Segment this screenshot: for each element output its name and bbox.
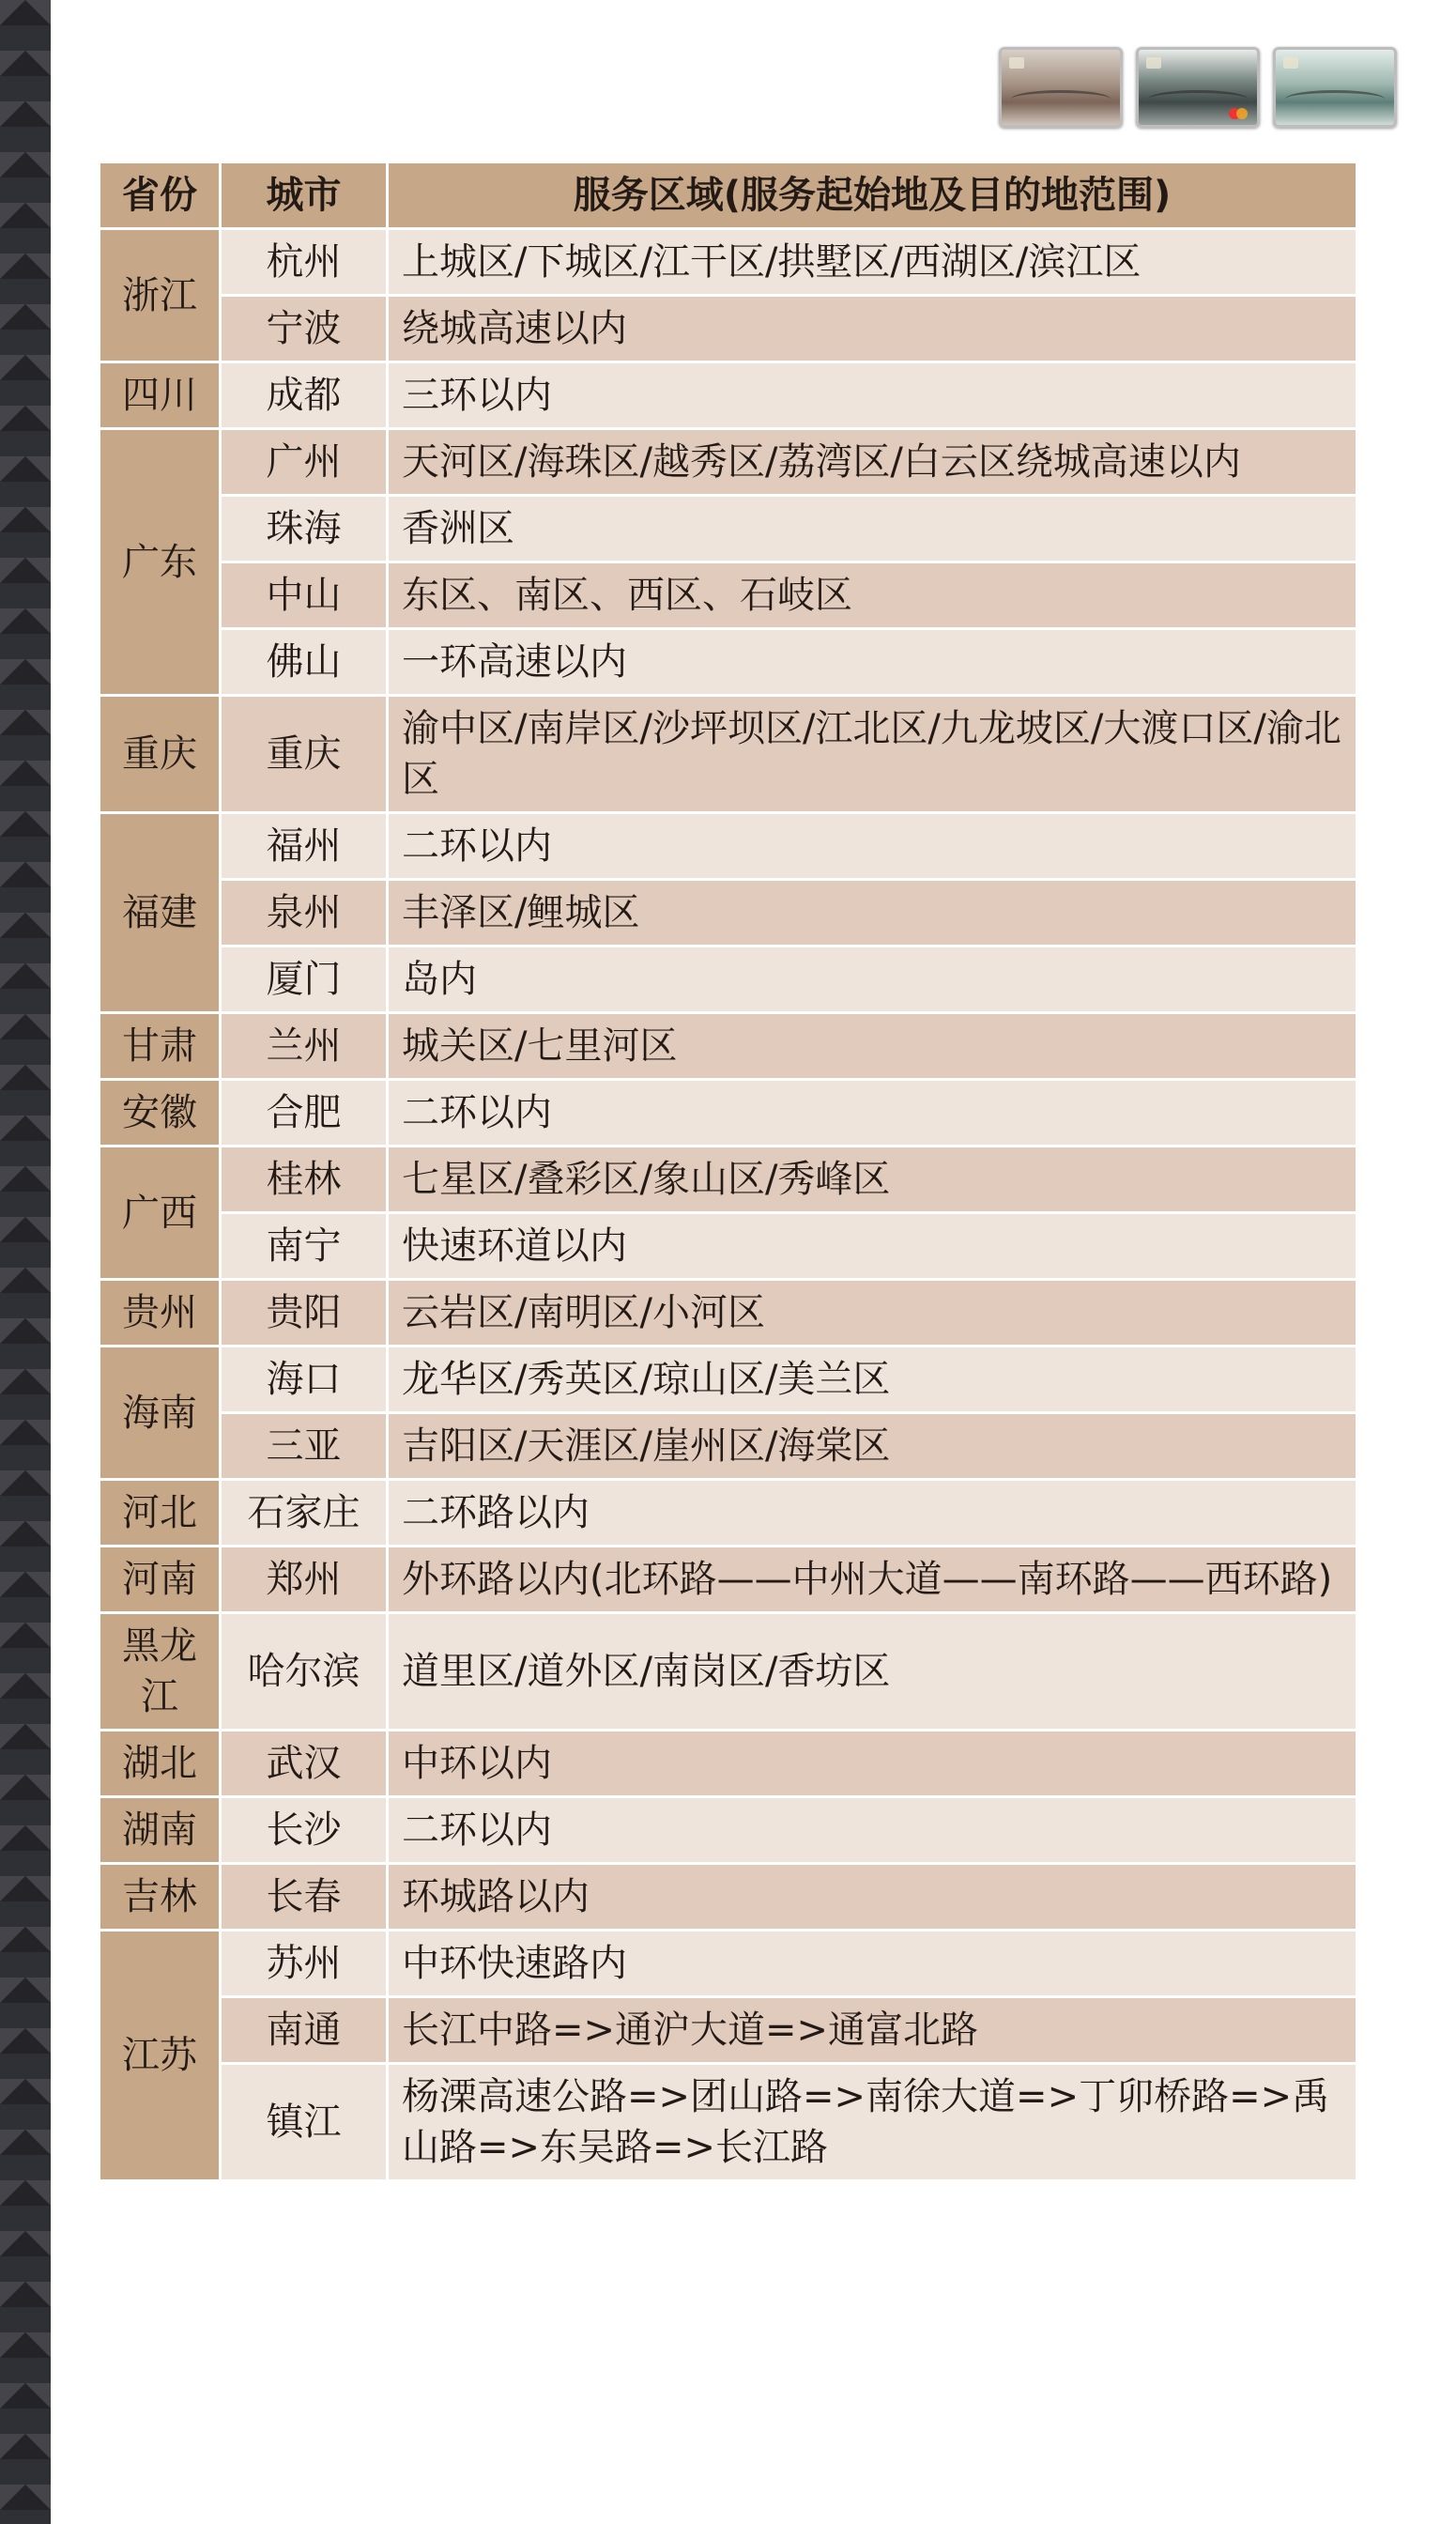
service-area-cell: 天河区/海珠区/越秀区/荔湾区/白云区绕城高速以内 (388, 429, 1357, 496)
table-row (100, 1480, 1357, 1547)
service-area-cell: 三环以内 (388, 362, 1357, 429)
city-cell: 广州 (221, 429, 388, 496)
table-row (100, 1413, 1357, 1480)
province-cell: 湖南 (100, 1797, 221, 1864)
province-cell: 贵州 (100, 1280, 221, 1347)
table-row (100, 1547, 1357, 1613)
province-cell: 江苏 (100, 1931, 221, 2181)
province-cell: 海南 (100, 1347, 221, 1480)
city-cell: 镇江 (221, 2064, 388, 2181)
table-row (100, 362, 1357, 429)
city-cell: 南宁 (221, 1213, 388, 1280)
city-cell: 桂林 (221, 1147, 388, 1213)
province-cell: 河北 (100, 1480, 221, 1547)
table-row (100, 1797, 1357, 1864)
bridge-illustration-icon (1148, 90, 1248, 108)
table-row (100, 229, 1357, 296)
city-cell: 长春 (221, 1864, 388, 1931)
service-area-cell: 吉阳区/天涯区/崖州区/海棠区 (388, 1413, 1357, 1480)
table-row (100, 629, 1357, 696)
table-row (100, 1731, 1357, 1797)
service-area-cell: 快速环道以内 (388, 1213, 1357, 1280)
table-row (100, 1347, 1357, 1413)
service-area-cell: 道里区/道外区/南岗区/香坊区 (388, 1613, 1357, 1731)
city-cell: 武汉 (221, 1731, 388, 1797)
city-cell: 泉州 (221, 880, 388, 946)
city-cell: 厦门 (221, 946, 388, 1013)
table-row (100, 696, 1357, 813)
service-area-cell: 外环路以内(北环路——中州大道——南环路——西环路) (388, 1547, 1357, 1613)
table-row (100, 1997, 1357, 2064)
city-cell: 杭州 (221, 229, 388, 296)
table-row (100, 880, 1357, 946)
card-chip-icon (1146, 57, 1161, 69)
province-cell: 广西 (100, 1147, 221, 1280)
city-cell: 珠海 (221, 496, 388, 562)
table-row (100, 2064, 1357, 2181)
header-province: 省份 (100, 162, 221, 229)
header-city: 城市 (221, 162, 388, 229)
province-cell: 吉林 (100, 1864, 221, 1931)
table-row (100, 1931, 1357, 1997)
city-cell: 三亚 (221, 1413, 388, 1480)
city-cell: 哈尔滨 (221, 1613, 388, 1731)
service-area-cell: 香洲区 (388, 496, 1357, 562)
city-cell: 宁波 (221, 296, 388, 362)
city-cell: 石家庄 (221, 1480, 388, 1547)
service-area-table (98, 161, 1358, 2182)
city-cell: 合肥 (221, 1080, 388, 1147)
service-area-cell: 龙华区/秀英区/琼山区/美兰区 (388, 1347, 1357, 1413)
province-cell: 浙江 (100, 229, 221, 362)
card-chip-icon (1009, 57, 1024, 69)
table-row (100, 1213, 1357, 1280)
credit-card-thumbnail-3 (1273, 47, 1397, 128)
city-cell: 兰州 (221, 1013, 388, 1080)
province-cell: 重庆 (100, 696, 221, 813)
card-network-logo-icon (1236, 108, 1248, 119)
service-area-cell: 长江中路=>通沪大道=>通富北路 (388, 1997, 1357, 2064)
city-cell: 长沙 (221, 1797, 388, 1864)
table-row (100, 496, 1357, 562)
table-row (100, 1280, 1357, 1347)
province-cell: 广东 (100, 429, 221, 696)
service-area-cell: 七星区/叠彩区/象山区/秀峰区 (388, 1147, 1357, 1213)
service-area-cell: 东区、南区、西区、石岐区 (388, 562, 1357, 629)
table-row (100, 1864, 1357, 1931)
table-row (100, 1147, 1357, 1213)
bridge-illustration-icon (1285, 90, 1385, 108)
province-cell: 河南 (100, 1547, 221, 1613)
table-row (100, 429, 1357, 496)
city-cell: 中山 (221, 562, 388, 629)
city-cell: 郑州 (221, 1547, 388, 1613)
province-cell: 黑龙江 (100, 1613, 221, 1731)
city-cell: 海口 (221, 1347, 388, 1413)
header-area: 服务区域(服务起始地及目的地范围) (388, 162, 1357, 229)
table-row (100, 1013, 1357, 1080)
decorative-side-strip (0, 0, 51, 2524)
province-cell: 福建 (100, 813, 221, 1013)
service-area-cell: 二环以内 (388, 1080, 1357, 1147)
province-cell: 甘肃 (100, 1013, 221, 1080)
table-row (100, 946, 1357, 1013)
city-cell: 佛山 (221, 629, 388, 696)
table-row (100, 296, 1357, 362)
province-cell: 湖北 (100, 1731, 221, 1797)
city-cell: 贵阳 (221, 1280, 388, 1347)
service-area-cell: 城关区/七里河区 (388, 1013, 1357, 1080)
service-area-cell: 绕城高速以内 (388, 296, 1357, 362)
service-area-cell: 上城区/下城区/江干区/拱墅区/西湖区/滨江区 (388, 229, 1357, 296)
service-area-cell: 渝中区/南岸区/沙坪坝区/江北区/九龙坡区/大渡口区/渝北区 (388, 696, 1357, 813)
service-area-cell: 二环路以内 (388, 1480, 1357, 1547)
city-cell: 福州 (221, 813, 388, 880)
service-area-cell: 二环以内 (388, 813, 1357, 880)
city-cell: 南通 (221, 1997, 388, 2064)
city-cell: 成都 (221, 362, 388, 429)
credit-card-thumbnail-1 (999, 47, 1123, 128)
service-area-cell: 环城路以内 (388, 1864, 1357, 1931)
service-area-cell: 丰泽区/鲤城区 (388, 880, 1357, 946)
table-row (100, 1080, 1357, 1147)
service-area-cell: 一环高速以内 (388, 629, 1357, 696)
service-area-cell: 中环以内 (388, 1731, 1357, 1797)
city-cell: 苏州 (221, 1931, 388, 1997)
card-chip-icon (1283, 57, 1298, 69)
table-row (100, 562, 1357, 629)
service-area-cell: 杨溧高速公路=>团山路=>南徐大道=>丁卯桥路=>禹山路=>东吴路=>长江路 (388, 2064, 1357, 2181)
service-area-cell: 中环快速路内 (388, 1931, 1357, 1997)
service-area-cell: 云岩区/南明区/小河区 (388, 1280, 1357, 1347)
province-cell: 四川 (100, 362, 221, 429)
table-row (100, 813, 1357, 880)
table-header-row (100, 162, 1357, 229)
bridge-illustration-icon (1011, 90, 1111, 108)
service-area-cell: 二环以内 (388, 1797, 1357, 1864)
service-area-cell: 岛内 (388, 946, 1357, 1013)
card-thumbnails (999, 47, 1397, 128)
province-cell: 安徽 (100, 1080, 221, 1147)
city-cell: 重庆 (221, 696, 388, 813)
table-row (100, 1613, 1357, 1731)
table-body (100, 229, 1357, 2181)
credit-card-thumbnail-2 (1136, 47, 1260, 128)
